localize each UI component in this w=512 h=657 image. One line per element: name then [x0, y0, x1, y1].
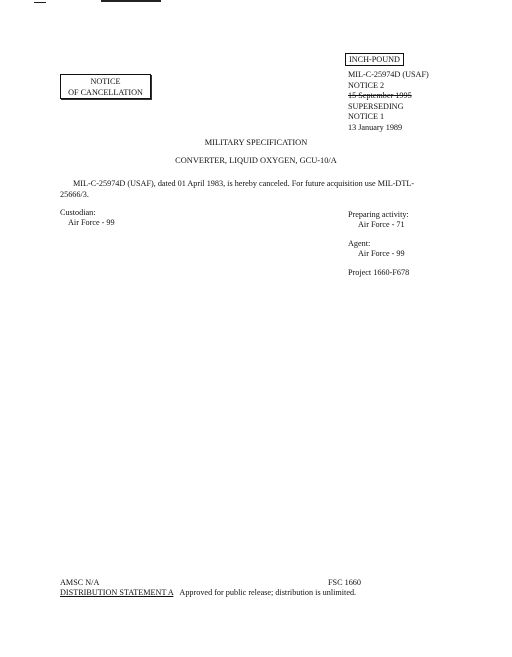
project-number: Project 1660-F678 [348, 268, 410, 277]
preparing-activity-value: Air Force - 71 [358, 220, 405, 229]
agent-label: Agent: [348, 239, 371, 248]
notice-box-line1: NOTICE [90, 77, 121, 86]
custodian-value: Air Force - 99 [68, 218, 115, 227]
superseded-notice: NOTICE 1 [348, 112, 385, 122]
cancellation-paragraph [60, 178, 420, 200]
cancellation-text-line2: 25666/3. [60, 190, 89, 199]
agent-value: Air Force - 99 [358, 249, 405, 258]
notice-of-cancellation-box [60, 74, 151, 99]
amsc-code: AMSC N/A [60, 578, 100, 587]
inch-pound-label: INCH-POUND [345, 53, 404, 66]
document-number: MIL-C-25974D (USAF) [348, 70, 429, 79]
specification-subtitle: CONVERTER, LIQUID OXYGEN, GCU-10/A [175, 156, 337, 165]
cancellation-text-line1: MIL-C-25974D (USAF), dated 01 April 1983, is hereby canceled. For future acquisition use MIL-DTL- [73, 179, 415, 188]
custodian-label: Custodian: [60, 208, 96, 217]
specification-title: MILITARY SPECIFICATION [204, 138, 308, 147]
distribution-statement-label: DISTRIBUTION STATEMENT A [60, 588, 174, 597]
notice-date: 15 September 1995 [348, 91, 412, 101]
fsc-code: FSC 1660 [328, 578, 361, 587]
superseded-date: 13 January 1989 [348, 122, 403, 132]
distribution-statement-text: Approved for public release; distribution is unlimited. [179, 588, 357, 597]
distribution-statement [60, 588, 356, 598]
notice-number: NOTICE 2 [348, 80, 385, 90]
superseding-label: SUPERSEDING [348, 101, 404, 111]
notice-box-line2: OF CANCELLATION [68, 87, 143, 97]
document-header [348, 70, 429, 134]
scan-mark-left [34, 2, 46, 3]
scan-mark-middle [101, 0, 161, 2]
preparing-activity-label: Preparing activity: [348, 210, 409, 219]
